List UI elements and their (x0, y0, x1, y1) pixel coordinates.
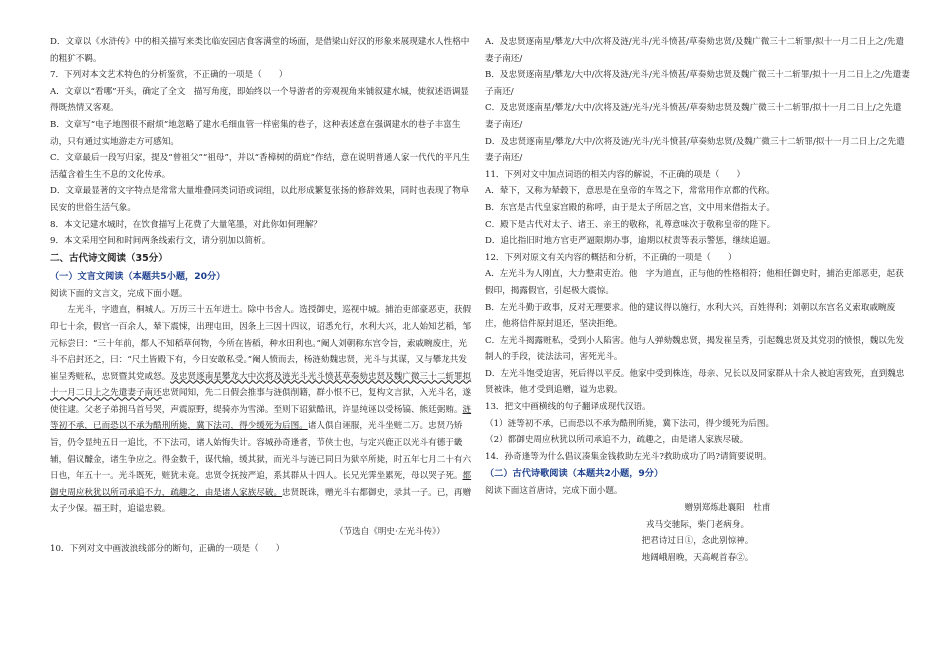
question-8: 8．本文记建水城时，在饮食描写上花费了大量笔墨，对此你如何理解？ (50, 219, 322, 230)
q13-part-2: （2）都御史周应秋犹以所司承追不力，疏趣之，由是诸人家族尽破。 (485, 435, 749, 446)
right-column (485, 34, 910, 566)
subsection-poetry: （二）古代诗歌阅读（本题共2小题，9分） (485, 468, 664, 480)
poem-block (485, 500, 910, 566)
q10-option-b: B．及忠贤逐南星/攀龙/大中/次将及涟/光斗/光斗愤甚/草奏劾忠贤及魏广微三十二斩罪/拟十一月二日上之/先遣妻子南还/ (485, 70, 910, 97)
q13-part-1: （1）涟等初不承，已而恐以不承为酷刑所毙，冀下法司，得少缓死为后图。 (485, 418, 775, 429)
q11-option-a: A．辇下，又称为辇毂下，意思是在皇帝的车驾之下，常常用作京都的代称。 (485, 186, 775, 197)
poem-line-2: 把君诗过日①，念此别惊神。 (641, 536, 754, 547)
passage-text-3: 诸人俱自诬服，光斗坐赃二万。忠贤乃矫旨，仍令显纯五日一追比，不下法司，诸人始悔失计。容城孙奇逢者，节侠士也，与定兴鹿正以光斗有德于畿辅，倡议醵金，诸生争应之。得金数千，谋代输，缓其狱，而光斗与涟已同日为狱卒所毙，时五年七月二十有六日也，年五十一。光斗既死，赃犹未竟。忠贤令抚按严追，系其群从十四人。长兄光霁坐累死，母以哭子死。 (50, 421, 472, 482)
passage-text-1: 左光斗，字遗直，桐城人。万历三十五年进士。除中书舍人。选授御史，巡视中城。捕治吏部豪恶吏，获假印七十余，假官一百余人，辇下震悚，出理屯田，因条上三因十四议，诏悉允行，水利大兴，北人始知艺稻，邹元标尝曰：“三十年前，都人不知稻草何物，今所在皆稻，种水田利也。”阉人刘朝称东宫令旨，索戚畹废庄，光斗不启封还之，曰：“尺土皆殿下有，今日安敢私受。”阉人愤而去，杨涟劾魏忠贤，光斗与其谋，又与攀龙共发崔呈秀赃私，忠贤暨其党咸怒。 (50, 305, 472, 382)
question-9: 9．本文采用空间和时间两条线索行文，请分别加以简析。 (50, 236, 271, 247)
q7-option-b: B．文章写“电子地图很不耐烦”地忽略了建水毛细血管一样密集的巷子，这种表述意在强调建水的巷子丰富生动，只有通过实地游走方可感知。 (50, 119, 461, 147)
question-12: 12．下列对原文有关内容的概括和分析，不正确的一项是（ ） (485, 252, 737, 263)
poetry-instruction: 阅读下面这首唐诗，完成下面小题。 (485, 486, 623, 497)
passage-text-4: 忠贤既诛，赠光斗右都御史，录其一子。已，再赠太子少保。福王时，追谥忠毅。 (50, 487, 472, 515)
q10-option-a: A．及忠贤逐南星/攀龙/大中/次将及涟/光斗/光斗愤甚/草奏劾忠贤/及魏广微三十二斩罪/拟十一月二日上之/先遣妻子南还/ (485, 37, 904, 64)
question-11: 11．下列对文中加点词语的相关内容的解说，不正确的项是（ ） (485, 169, 746, 180)
left-column (50, 34, 475, 557)
q11-option-c: C．殿下是古代对太子、诸王、亲王的敬称，礼尊意味次于敬称皇帝的陛下。 (485, 219, 776, 230)
underlined-sentence-2: 都御史周应秋犹以所司承追不力，疏趣之，由是诸人家族尽破。 (50, 471, 472, 498)
q10-option-c: C．及忠贤逐南星/攀龙/大中/次将及涟/光斗/光斗愤甚/草奏劾忠贤及魏广微三十二斩罪/拟十一月二日上/之先遣妻子南还/ (485, 103, 902, 130)
q7-option-c: C．文章最后一段写归家，提及“曾祖父”“祖母”，并以“香樟树的荫庇”作结，意在说明普通人家一代代的平凡生活蕴含着生生不息的文化传承。 (50, 153, 470, 180)
poem-line-1: 戎马交驰际，柴门老病身。 (645, 519, 750, 530)
q10-option-d: D．及忠贤逐南星/攀龙/大中/次将及涟/光斗/光斗愤甚/草奏劾忠贤/及魏广微三十二斩罪/拟十一月二日上/之先遣妻子南还/ (485, 136, 905, 164)
poem-line-3: 地阔峨眉晚，天高岘首春②。 (641, 552, 754, 563)
q11-option-b: B．东宫是古代皇家宫殿的称呼，由于是太子所居之宫，文中用来借指太子。 (485, 202, 775, 213)
q12-option-b: B．左光斗勤于政事，反对无理要求。他的建议得以施行，水利大兴，百姓得利；刘朝以东宫名义索取戚畹废庄，他将信件原封退还，坚决拒绝。 (485, 302, 896, 330)
subsection-classical-prose: （一）文言文阅读（本题共5小题，20分） (50, 270, 226, 282)
q12-option-a: A．左光斗为人刚直，大力整肃吏治。他 字为道直，正与他的性格相符；他相任御史时，捕治吏部恶吏，起获假印，揭露假官，引起极大震惊。 (485, 269, 904, 296)
q7-option-d: D．文章最显著的文字特点是常常大量堆叠同类词语或词组，以此形成繁复张扬的修辞效果，同时也表现了物阜民安的世俗生活气象。 (50, 186, 470, 213)
passage-text-2: 忠贤闻知，先二日假会推事与涟俱削籍，群小恨不已，复构文言狱，入光斗名，遂使往逮。父老子弟拥马首号哭，声震原野，缇骑亦为雪涕。至则下诏狱酷讯，许显纯诬以受杨镐、熊廷弼贿。 (50, 388, 472, 415)
passage-paragraph (50, 302, 475, 518)
question-13: 13．把文中画横线的句子翻译成现代汉语。 (485, 402, 651, 413)
passage-source: （节选自《明史·左光斗传》） (334, 527, 445, 538)
q11-option-d: D．追比指旧时地方官吏严逼限期办事，逾期以杖责等表示警惩，继续追逼。 (485, 236, 776, 247)
poem-title: 赠别郑炼赴襄阳 杜甫 (684, 503, 771, 514)
reading-instruction: 阅读下面的文言文，完成下面小题。 (50, 288, 188, 299)
wavy-underlined-text: 及忠贤逐南星攀龙大中次将及涟光斗光斗愤甚草奏劾忠贤及魏广微三十二斩罪拟十一月二日上之先遣妻子南还 (50, 371, 472, 399)
q12-option-c: C．左光斗揭露赃私，受到小人陷害。他与人弹劾魏忠贤，揭发崔呈秀，引起魏忠贤及其党羽的愤恨，魏以先发制人的手段，徒法法司，害死光斗。 (485, 335, 905, 363)
q6-option-d: D．文章以《水浒传》中的相关描写来类比临安园店食客满堂的场面，是借梁山好汉的形象来展现建水人性格中的粗犷不羁。 (50, 37, 470, 64)
question-14: 14．孙奇逢等为什么倡议凑集金钱救助左光斗?救助成功了吗?请简要说明。 (485, 451, 772, 462)
question-7: 7．下列对本文艺术特色的分析鉴赏，不正确的一项是（ ） (50, 70, 288, 81)
q12-option-d: D．左光斗饱受迫害，死后得以平反。他家中受到株连，母亲、兄长以及同家群从十余人被迫害致死，直到魏忠贤被诛，他才受到追赠，谥为忠毅。 (485, 368, 905, 396)
underlined-sentence-1: 涟等初不承，已而恐以不承为酷刑所毙，冀下法司，得少缓死为后图。 (50, 404, 472, 432)
section-2-heading: 二、古代诗文阅读（35分） (50, 252, 168, 264)
question-10: 10．下列对文中画波浪线部分的断句，正确的一项是（ ） (50, 543, 285, 554)
q7-option-a: A．文章以“看哪”开头，确定了全文 描写角度，即始终以一个导游者的旁观视角来铺叙建水城，使叙述语调显得既热情又客观。 (50, 86, 469, 114)
